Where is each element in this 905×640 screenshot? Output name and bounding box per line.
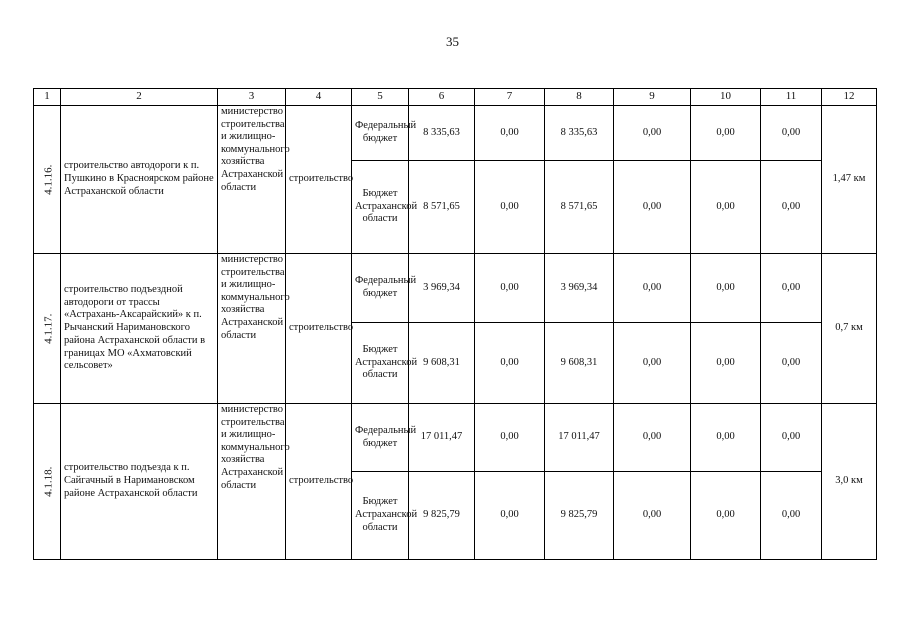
value-cell: 3 969,34 (545, 254, 614, 323)
value-cell: 0,00 (761, 472, 822, 560)
item-number-text: 4.1.16. (42, 164, 55, 195)
value-cell: 0,00 (691, 161, 761, 254)
value-cell: 17 011,47 (409, 404, 475, 472)
item-name: строительство подъездной автодороги от трассы «Астрахань-Аксарайский» к п. Рычанский Наримановского района Астраханской области в границах МО «Ахматовский сельсовет» (61, 254, 218, 404)
item-name: строительство подъезда к п. Сайгачный в Наримановском районе Астраханской области (61, 404, 218, 560)
value-cell: 0,00 (475, 106, 545, 161)
header-cell: 8 (545, 89, 614, 106)
value-cell: 0,00 (761, 254, 822, 323)
value-cell: 0,00 (761, 404, 822, 472)
item-number (34, 106, 61, 254)
funding-source: Федеральный бюджет (352, 254, 409, 323)
value-cell: 0,00 (691, 323, 761, 404)
value-cell: 9 608,31 (409, 323, 475, 404)
value-cell: 0,00 (691, 404, 761, 472)
header-cell: 9 (614, 89, 691, 106)
header-cell: 2 (61, 89, 218, 106)
value-cell: 0,00 (691, 254, 761, 323)
value-cell: 0,00 (475, 323, 545, 404)
funding-source: Бюджет Астраханской области (352, 472, 409, 560)
item-kind: строительство (286, 254, 352, 404)
value-cell: 9 608,31 (545, 323, 614, 404)
value-cell: 0,00 (614, 161, 691, 254)
value-cell: 0,00 (614, 472, 691, 560)
value-cell: 0,00 (614, 254, 691, 323)
table-row (34, 254, 877, 323)
funding-source: Бюджет Астраханской области (352, 161, 409, 254)
page-number: 35 (446, 34, 459, 49)
value-cell: 8 335,63 (409, 106, 475, 161)
value-cell: 0,00 (691, 472, 761, 560)
header-cell: 11 (761, 89, 822, 106)
value-cell: 8 571,65 (545, 161, 614, 254)
header-cell: 3 (218, 89, 286, 106)
value-cell: 3 969,34 (409, 254, 475, 323)
value-cell: 0,00 (475, 254, 545, 323)
value-cell: 9 825,79 (545, 472, 614, 560)
value-cell: 0,00 (761, 323, 822, 404)
value-cell: 0,00 (614, 323, 691, 404)
table-row (34, 106, 877, 161)
header-cell: 6 (409, 89, 475, 106)
table-row (34, 404, 877, 472)
value-cell: 0,00 (475, 161, 545, 254)
value-cell: 0,00 (614, 106, 691, 161)
item-ministry: министерство строительства и жилищно-коммунального хозяйства Астраханской области (218, 254, 286, 404)
item-length: 3,0 км (822, 404, 877, 560)
header-cell: 7 (475, 89, 545, 106)
item-kind: строительство (286, 106, 352, 254)
header-cell: 4 (286, 89, 352, 106)
item-number (34, 254, 61, 404)
item-name: строительство автодороги к п. Пушкино в Красноярском районе Астраханской области (61, 106, 218, 254)
value-cell: 0,00 (761, 161, 822, 254)
item-ministry: министерство строительства и жилищно-коммунального хозяйства Астраханской области (218, 404, 286, 560)
header-cell: 10 (691, 89, 761, 106)
item-number (34, 404, 61, 560)
item-kind: строительство (286, 404, 352, 560)
value-cell: 0,00 (761, 106, 822, 161)
value-cell: 0,00 (475, 472, 545, 560)
value-cell: 17 011,47 (545, 404, 614, 472)
value-cell: 8 571,65 (409, 161, 475, 254)
item-length: 0,7 км (822, 254, 877, 404)
header-cell: 1 (34, 89, 61, 106)
item-ministry: министерство строительства и жилищно-коммунального хозяйства Астраханской области (218, 106, 286, 254)
item-number-text: 4.1.18. (42, 466, 55, 497)
value-cell: 8 335,63 (545, 106, 614, 161)
header-cell: 5 (352, 89, 409, 106)
funding-source: Бюджет Астраханской области (352, 323, 409, 404)
header-row (34, 89, 877, 106)
value-cell: 9 825,79 (409, 472, 475, 560)
funding-source: Федеральный бюджет (352, 404, 409, 472)
program-table (33, 88, 877, 560)
funding-source: Федеральный бюджет (352, 106, 409, 161)
header-cell: 12 (822, 89, 877, 106)
value-cell: 0,00 (475, 404, 545, 472)
item-number-text: 4.1.17. (42, 313, 55, 344)
item-length: 1,47 км (822, 106, 877, 254)
value-cell: 0,00 (691, 106, 761, 161)
value-cell: 0,00 (614, 404, 691, 472)
